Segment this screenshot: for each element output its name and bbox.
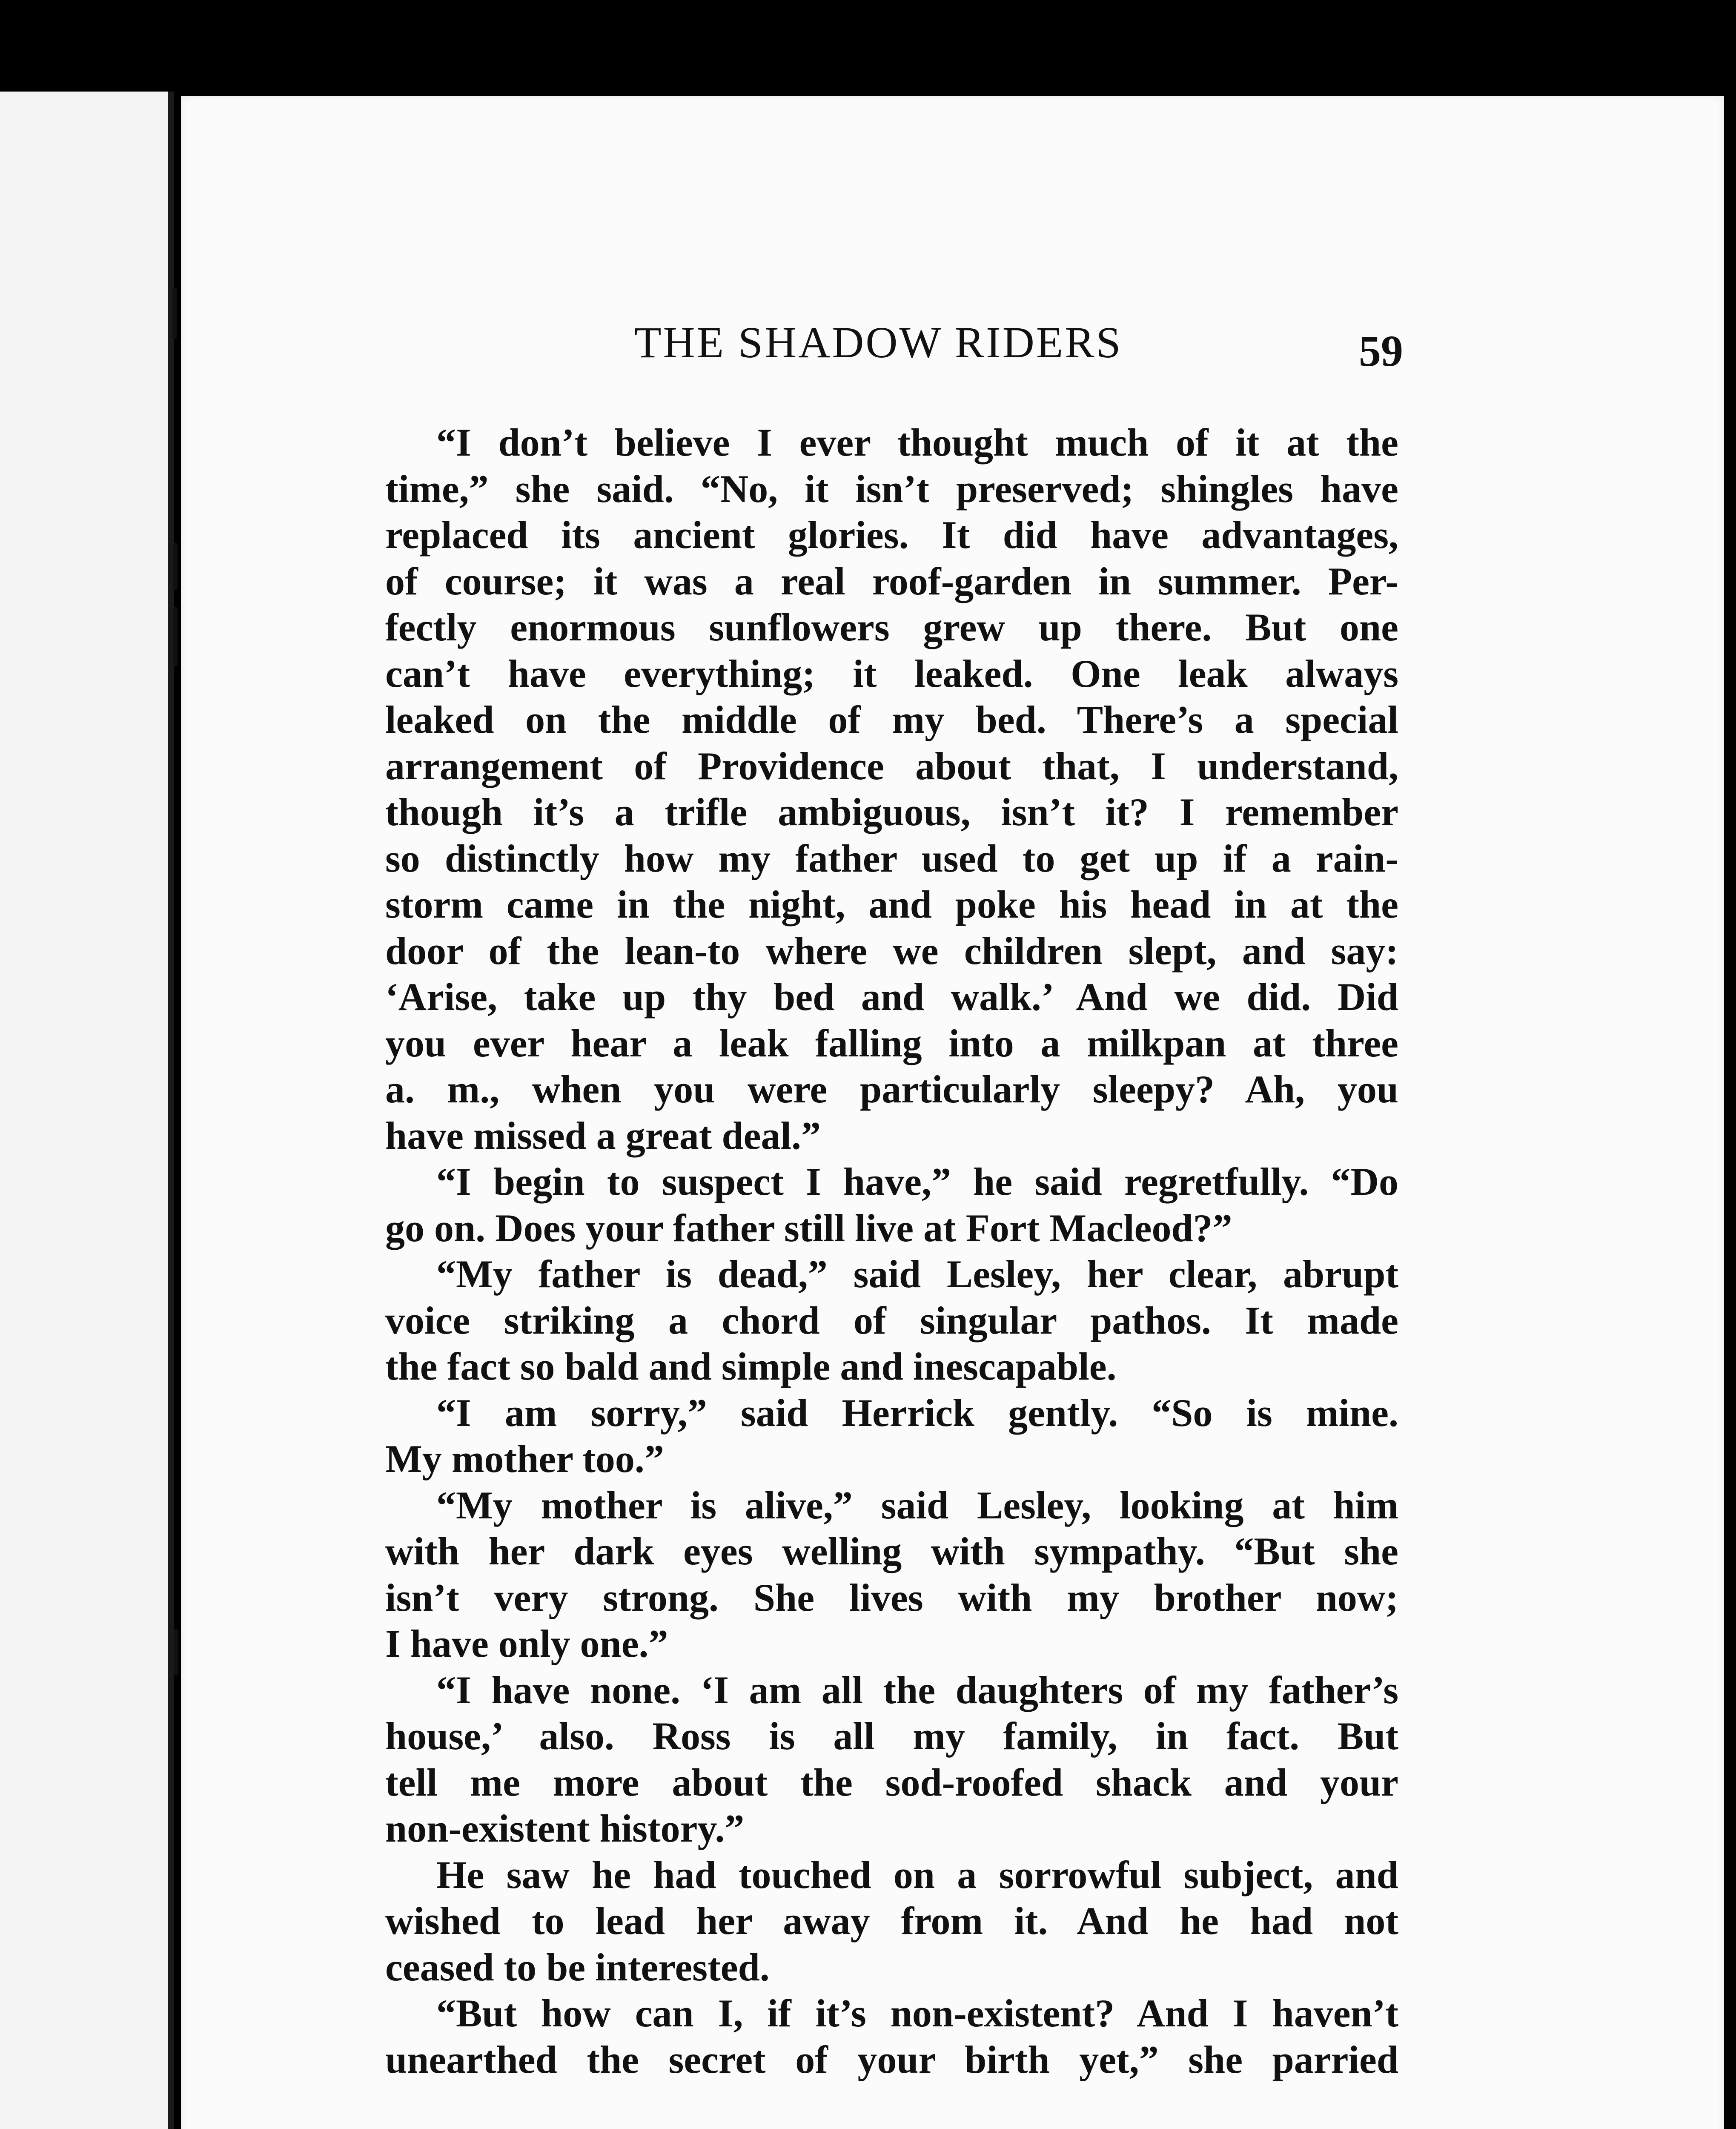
- text-line: have missed a great deal.”: [385, 1113, 821, 1157]
- facing-page-edge: [0, 92, 174, 2129]
- running-title: THE SHADOW RIDERS: [634, 318, 1123, 367]
- text-line: non-existent history.”: [385, 1807, 745, 1850]
- text-line: with her dark eyes welling with sympathy. “But she: [385, 1529, 1398, 1573]
- text-line: storm came in the night, and poke his head in at the: [385, 883, 1398, 926]
- spine-mark: [173, 543, 178, 590]
- text-line: “My father is dead,” said Lesley, her clear, abrupt: [436, 1252, 1398, 1296]
- text-line: go on. Does your father still live at Fort Macleod?”: [385, 1206, 1232, 1250]
- text-line: of course; it was a real roof-garden in summer. Per-: [385, 559, 1398, 603]
- text-line: time,” she said. “No, it isn’t preserved; shingles have: [385, 467, 1398, 511]
- text-line: the fact so bald and simple and inescapable.: [385, 1345, 1117, 1388]
- text-line: “I begin to suspect I have,” he said regretfully. “Do: [436, 1160, 1398, 1203]
- text-line: though it’s a trifle ambiguous, isn’t it? I remember: [385, 790, 1398, 834]
- spine-mark: [172, 287, 177, 339]
- text-line: My mother too.”: [385, 1437, 664, 1481]
- text-line: door of the lean-to where we children slept, and say:: [385, 929, 1398, 973]
- text-line: replaced its ancient glories. It did have advantages,: [385, 513, 1398, 557]
- page-number: 59: [1359, 327, 1403, 376]
- text-line: voice striking a chord of singular pathos. It made: [385, 1298, 1398, 1342]
- text-line: “I am sorry,” said Herrick gently. “So is mine.: [436, 1391, 1398, 1435]
- text-line: He saw he had touched on a sorrowful subject, and: [436, 1853, 1398, 1897]
- text-line: fectly enormous sunflowers grew up there. But one: [385, 605, 1398, 649]
- text-line: a. m., when you were particularly sleepy? Ah, you: [385, 1067, 1398, 1111]
- text-line: “I have none. ‘I am all the daughters of my father’s: [436, 1668, 1398, 1712]
- text-line: “But how can I, if it’s non-existent? And I haven’t: [436, 1991, 1398, 2035]
- text-line: leaked on the middle of my bed. There’s a special: [385, 698, 1398, 741]
- text-line: I have only one.”: [385, 1622, 668, 1665]
- text-line: house,’ also. Ross is all my family, in fact. But: [385, 1714, 1398, 1758]
- text-line: wished to lead her away from it. And he had not: [385, 1899, 1398, 1942]
- text-line: ceased to be interested.: [385, 1945, 770, 1989]
- text-line: unearthed the secret of your birth yet,” she parried: [385, 2037, 1398, 2081]
- text-line: tell me more about the sod-roofed shack and your: [385, 1760, 1398, 1804]
- body-text: [385, 419, 1398, 2083]
- text-line: can’t have everything; it leaked. One leak always: [385, 651, 1398, 695]
- spine-mark: [173, 607, 178, 666]
- text-line: you ever hear a leak falling into a milkpan at three: [385, 1021, 1398, 1065]
- text-line: isn’t very strong. She lives with my brother now;: [385, 1575, 1398, 1619]
- text-line: so distinctly how my father used to get up if a rain-: [385, 836, 1398, 880]
- text-line: ‘Arise, take up thy bed and walk.’ And we did. Did: [385, 975, 1398, 1019]
- text-line: arrangement of Providence about that, I understand,: [385, 744, 1398, 788]
- text-line: “I don’t believe I ever thought much of it at the: [436, 421, 1398, 464]
- spine-mark: [174, 1629, 178, 1676]
- text-line: “My mother is alive,” said Lesley, looking at him: [436, 1483, 1398, 1527]
